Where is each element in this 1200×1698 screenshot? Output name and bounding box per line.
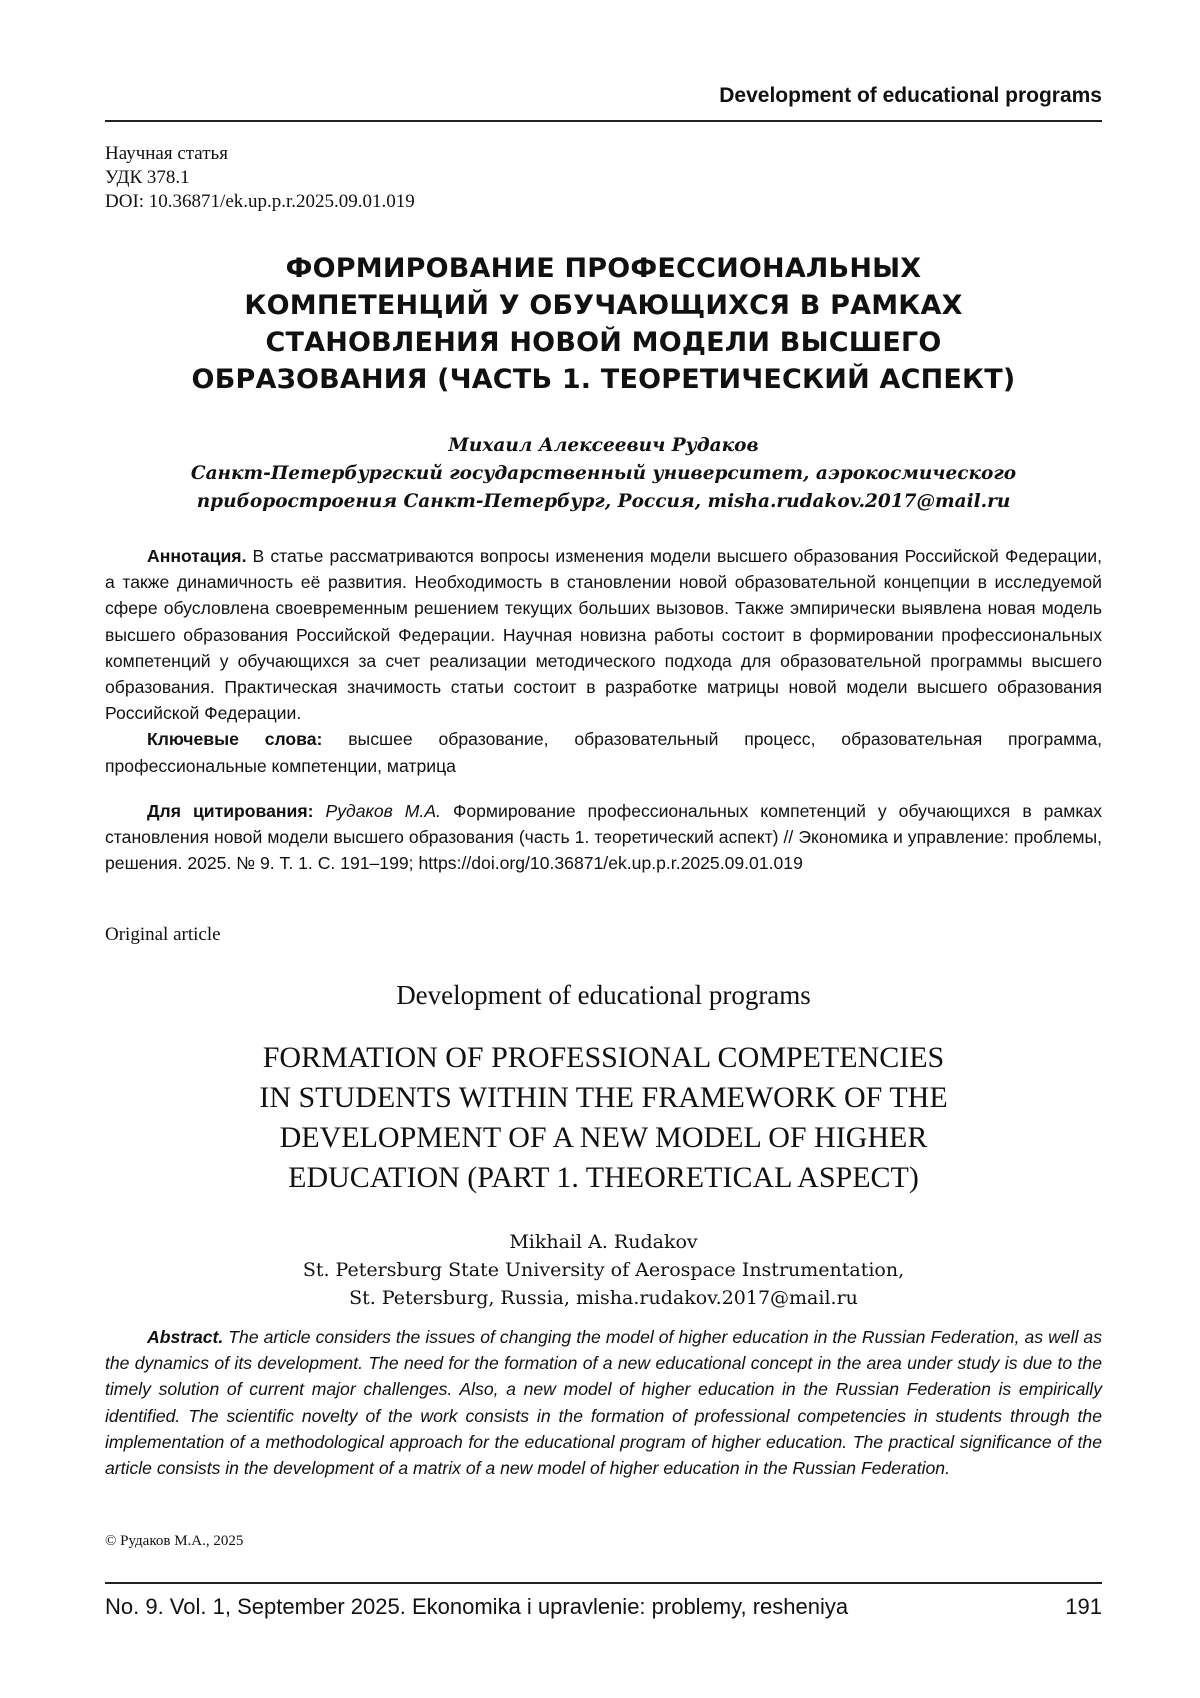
copyright-notice: © Рудаков М.А., 2025	[105, 1533, 244, 1549]
journal-page	[105, 0, 1102, 1698]
ru-keywords-paragraph	[105, 726, 1102, 778]
ru-keywords-label: Ключевые слова:	[147, 729, 323, 750]
page-number: 191	[1065, 1594, 1102, 1619]
en-abstract-text: The article considers the issues of changing the model of higher education in the Russian Federation, as well as the dynamics of its development. The need for the formation of a new educational concept in the area under study is due to the timely solution of current major challenges. Also, a new model of higher education in the Russian Federation is empirically identified. The scientific novelty of the work consists in the formation of professional competencies in students through the implementation of a methodological approach for the educational program of higher education. The practical significance of the article consists in the development of a matrix of a new model of higher education in the Russian Federation.	[105, 1327, 1102, 1479]
ru-abstract-text: В статье рассматриваются вопросы изменения модели высшего образования Российской Федерации, а также динамичность её развития. Необходимость в становлении новой образовательной концепции в исследуемой сфере обусловлена своевременным решением текущих больших вызовов. Также эмпирически выявлена новая модель высшего образования Российской Федерации. Научная новизна работы состоит в формировании профессиональных компетенций у обучающихся за счет реализации методического подхода для образовательной программы высшего образования. Практическая значимость статьи состоит в разработке матрицы новой модели высшего образования Российской Федерации.	[105, 546, 1102, 724]
ru-title-line: КОМПЕТЕНЦИЙ У ОБУЧАЮЩИХСЯ В РАМКАХ	[244, 290, 963, 321]
article-meta	[105, 142, 415, 214]
en-author-name: Mikhail A. Rudakov	[509, 1231, 698, 1253]
ru-abstract-paragraph	[105, 543, 1102, 726]
footer-rule	[105, 1582, 1102, 1584]
en-abstract	[105, 1324, 1102, 1481]
en-title	[105, 1038, 1102, 1198]
ru-author-name: Михаил Алексеевич Рудаков	[448, 435, 759, 456]
udc-code: УДК 378.1	[105, 167, 190, 188]
en-title-line: EDUCATION (PART 1. THEORETICAL ASPECT)	[288, 1161, 919, 1194]
page-footer	[105, 1594, 1102, 1620]
ru-author-block	[105, 432, 1102, 516]
ru-citation-text: Формирование профессиональных компетенций у обучающихся в рамках становления новой модели высшего образования (часть 1. теоретический аспект) // Экономика и управление: проблемы, решения. 2025. № 9. Т. 1. С. 191–199; https://doi.org/10.36871/ek.up.p.r.2025.09.01.019	[105, 801, 1102, 874]
ru-title-line: ОБРАЗОВАНИЯ (ЧАСТЬ 1. ТЕОРЕТИЧЕСКИЙ АСПЕКТ)	[191, 364, 1016, 395]
en-section-title: Development of educational programs	[396, 980, 811, 1010]
en-article-type: Original article	[105, 924, 221, 945]
en-abstract-paragraph	[105, 1324, 1102, 1481]
en-author-block	[105, 1228, 1102, 1312]
article-type: Научная статья	[105, 143, 228, 164]
header-rule	[105, 120, 1102, 122]
footer-journal-info: No. 9. Vol. 1, September 2025. Ekonomika i upravlenie: problemy, resheniya	[105, 1594, 849, 1619]
ru-abstract	[105, 543, 1102, 779]
running-head: Development of educational programs	[719, 84, 1102, 107]
ru-title	[105, 250, 1102, 398]
en-affiliation-line: St. Petersburg, Russia, misha.rudakov.2017@mail.ru	[349, 1287, 858, 1309]
en-affiliation-line: St. Petersburg State University of Aerospace Instrumentation,	[302, 1259, 905, 1281]
ru-citation-paragraph	[105, 798, 1102, 877]
ru-citation-label: Для цитирования:	[147, 801, 314, 821]
en-title-line: DEVELOPMENT OF A NEW MODEL OF HIGHER	[279, 1121, 928, 1154]
ru-affiliation-line: Санкт-Петербургский государственный университет, аэрокосмического	[190, 463, 1017, 484]
ru-citation-author: Рудаков М.А.	[313, 801, 441, 821]
ru-affiliation-line: приборостроения Санкт-Петербург, Россия, misha.rudakov.2017@mail.ru	[196, 491, 1011, 512]
en-title-line: IN STUDENTS WITHIN THE FRAMEWORK OF THE	[259, 1081, 948, 1114]
en-abstract-label: Abstract.	[147, 1327, 224, 1347]
en-title-line: FORMATION OF PROFESSIONAL COMPETENCIES	[262, 1041, 945, 1074]
ru-title-line: СТАНОВЛЕНИЯ НОВОЙ МОДЕЛИ ВЫСШЕГО	[265, 327, 942, 358]
ru-keywords-text: высшее образование, образовательный процесс, образовательная программа, профессиональные компетенции, матрица	[105, 729, 1102, 776]
ru-title-line: ФОРМИРОВАНИЕ ПРОФЕССИОНАЛЬНЫХ	[285, 253, 922, 284]
ru-abstract-label: Аннотация.	[147, 546, 247, 566]
ru-citation	[105, 798, 1102, 877]
doi: DOI: 10.36871/ek.up.p.r.2025.09.01.019	[105, 191, 415, 212]
